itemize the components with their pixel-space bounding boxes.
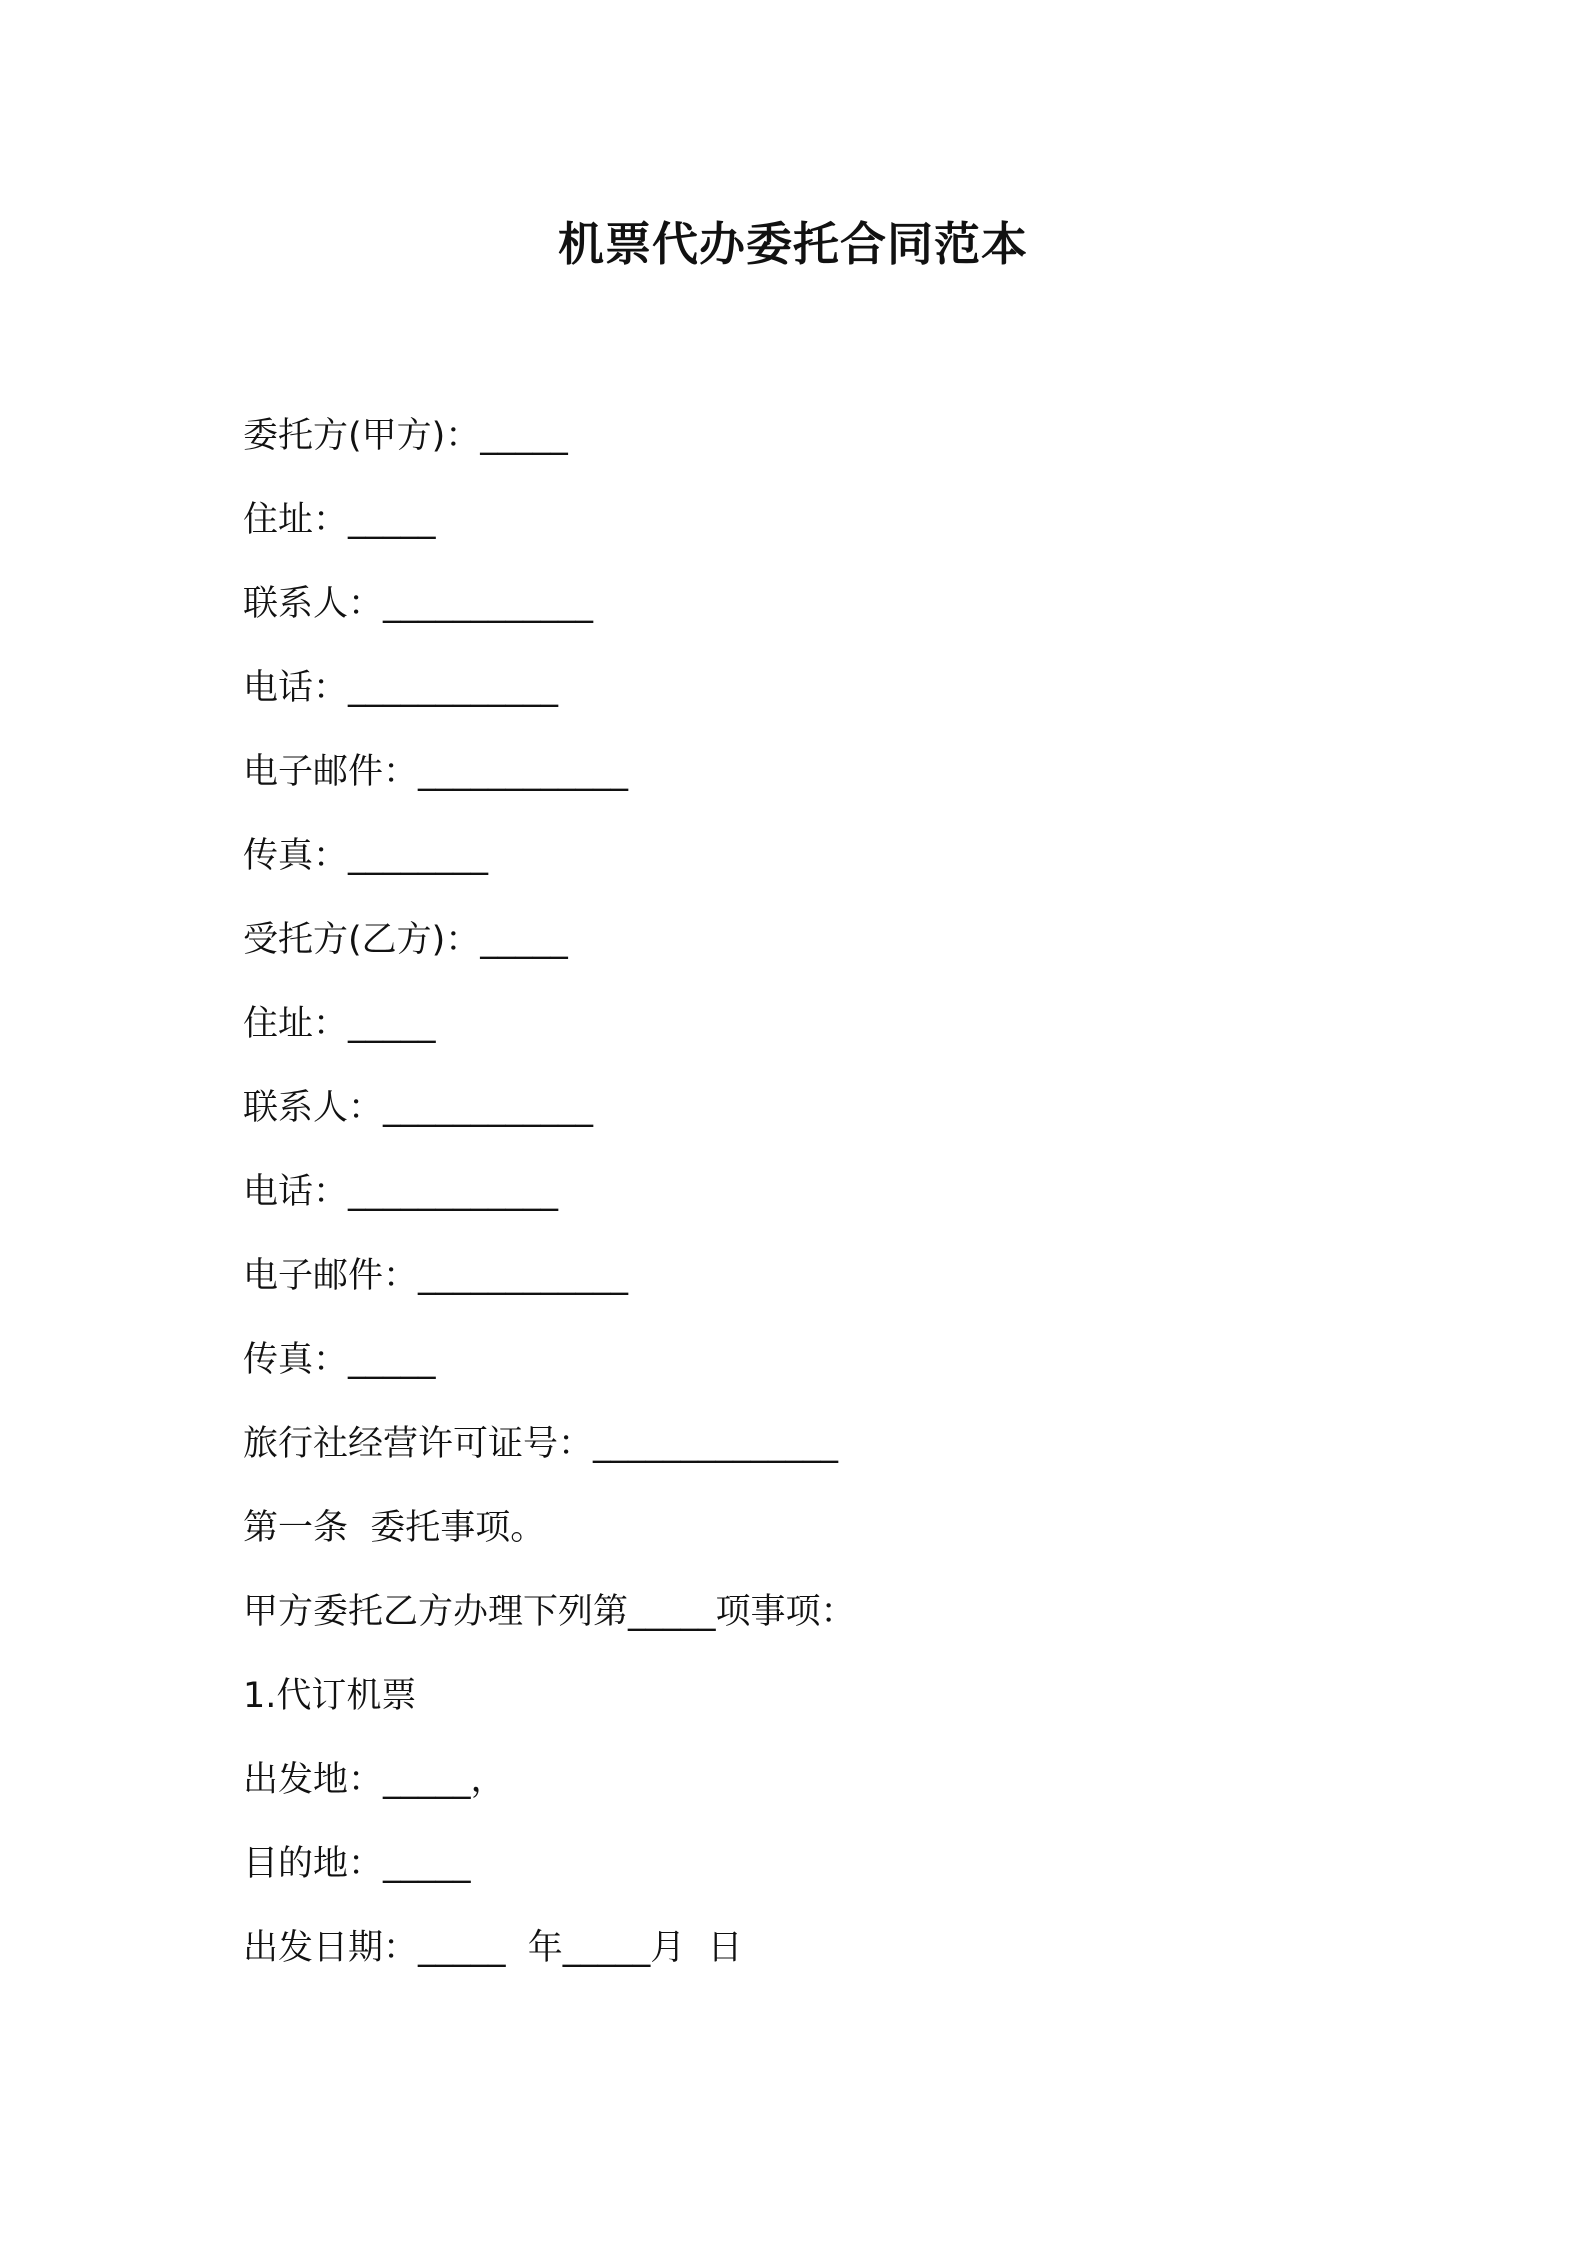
party-b-fax-line: 传真：_____	[243, 1340, 436, 1380]
departure-date-line: 出发日期：_____ 年_____月 日	[243, 1928, 743, 1968]
party-b-phone-line: 电话：____________	[243, 1172, 559, 1212]
document-title: 机票代办委托合同范本	[558, 217, 1028, 271]
party-b-label-line: 受托方(乙方)：_____	[243, 920, 568, 960]
party-a-label-line: 委托方(甲方)：_____	[243, 416, 568, 456]
item-booking-line: 1.代订机票	[243, 1676, 417, 1716]
party-a-address-line: 住址：_____	[243, 500, 436, 540]
party-a-email-line: 电子邮件：____________	[243, 752, 629, 792]
party-b-email-line: 电子邮件：____________	[243, 1256, 629, 1296]
party-a-phone-line: 电话：____________	[243, 668, 559, 708]
license-number-line: 旅行社经营许可证号：______________	[243, 1424, 839, 1464]
party-a-fax-line: 传真：________	[243, 836, 489, 876]
party-b-contact-line: 联系人：____________	[243, 1088, 594, 1128]
article-one-heading: 第一条 委托事项。	[243, 1508, 546, 1548]
party-b-address-line: 住址：_____	[243, 1004, 436, 1044]
destination-line: 目的地：_____	[243, 1844, 471, 1884]
contract-body	[243, 408, 1393, 2004]
party-a-contact-line: 联系人：____________	[243, 584, 594, 624]
entrustment-items-line: 甲方委托乙方办理下列第_____项事项：	[243, 1592, 856, 1632]
departure-place-line: 出发地：_____，	[243, 1760, 506, 1800]
